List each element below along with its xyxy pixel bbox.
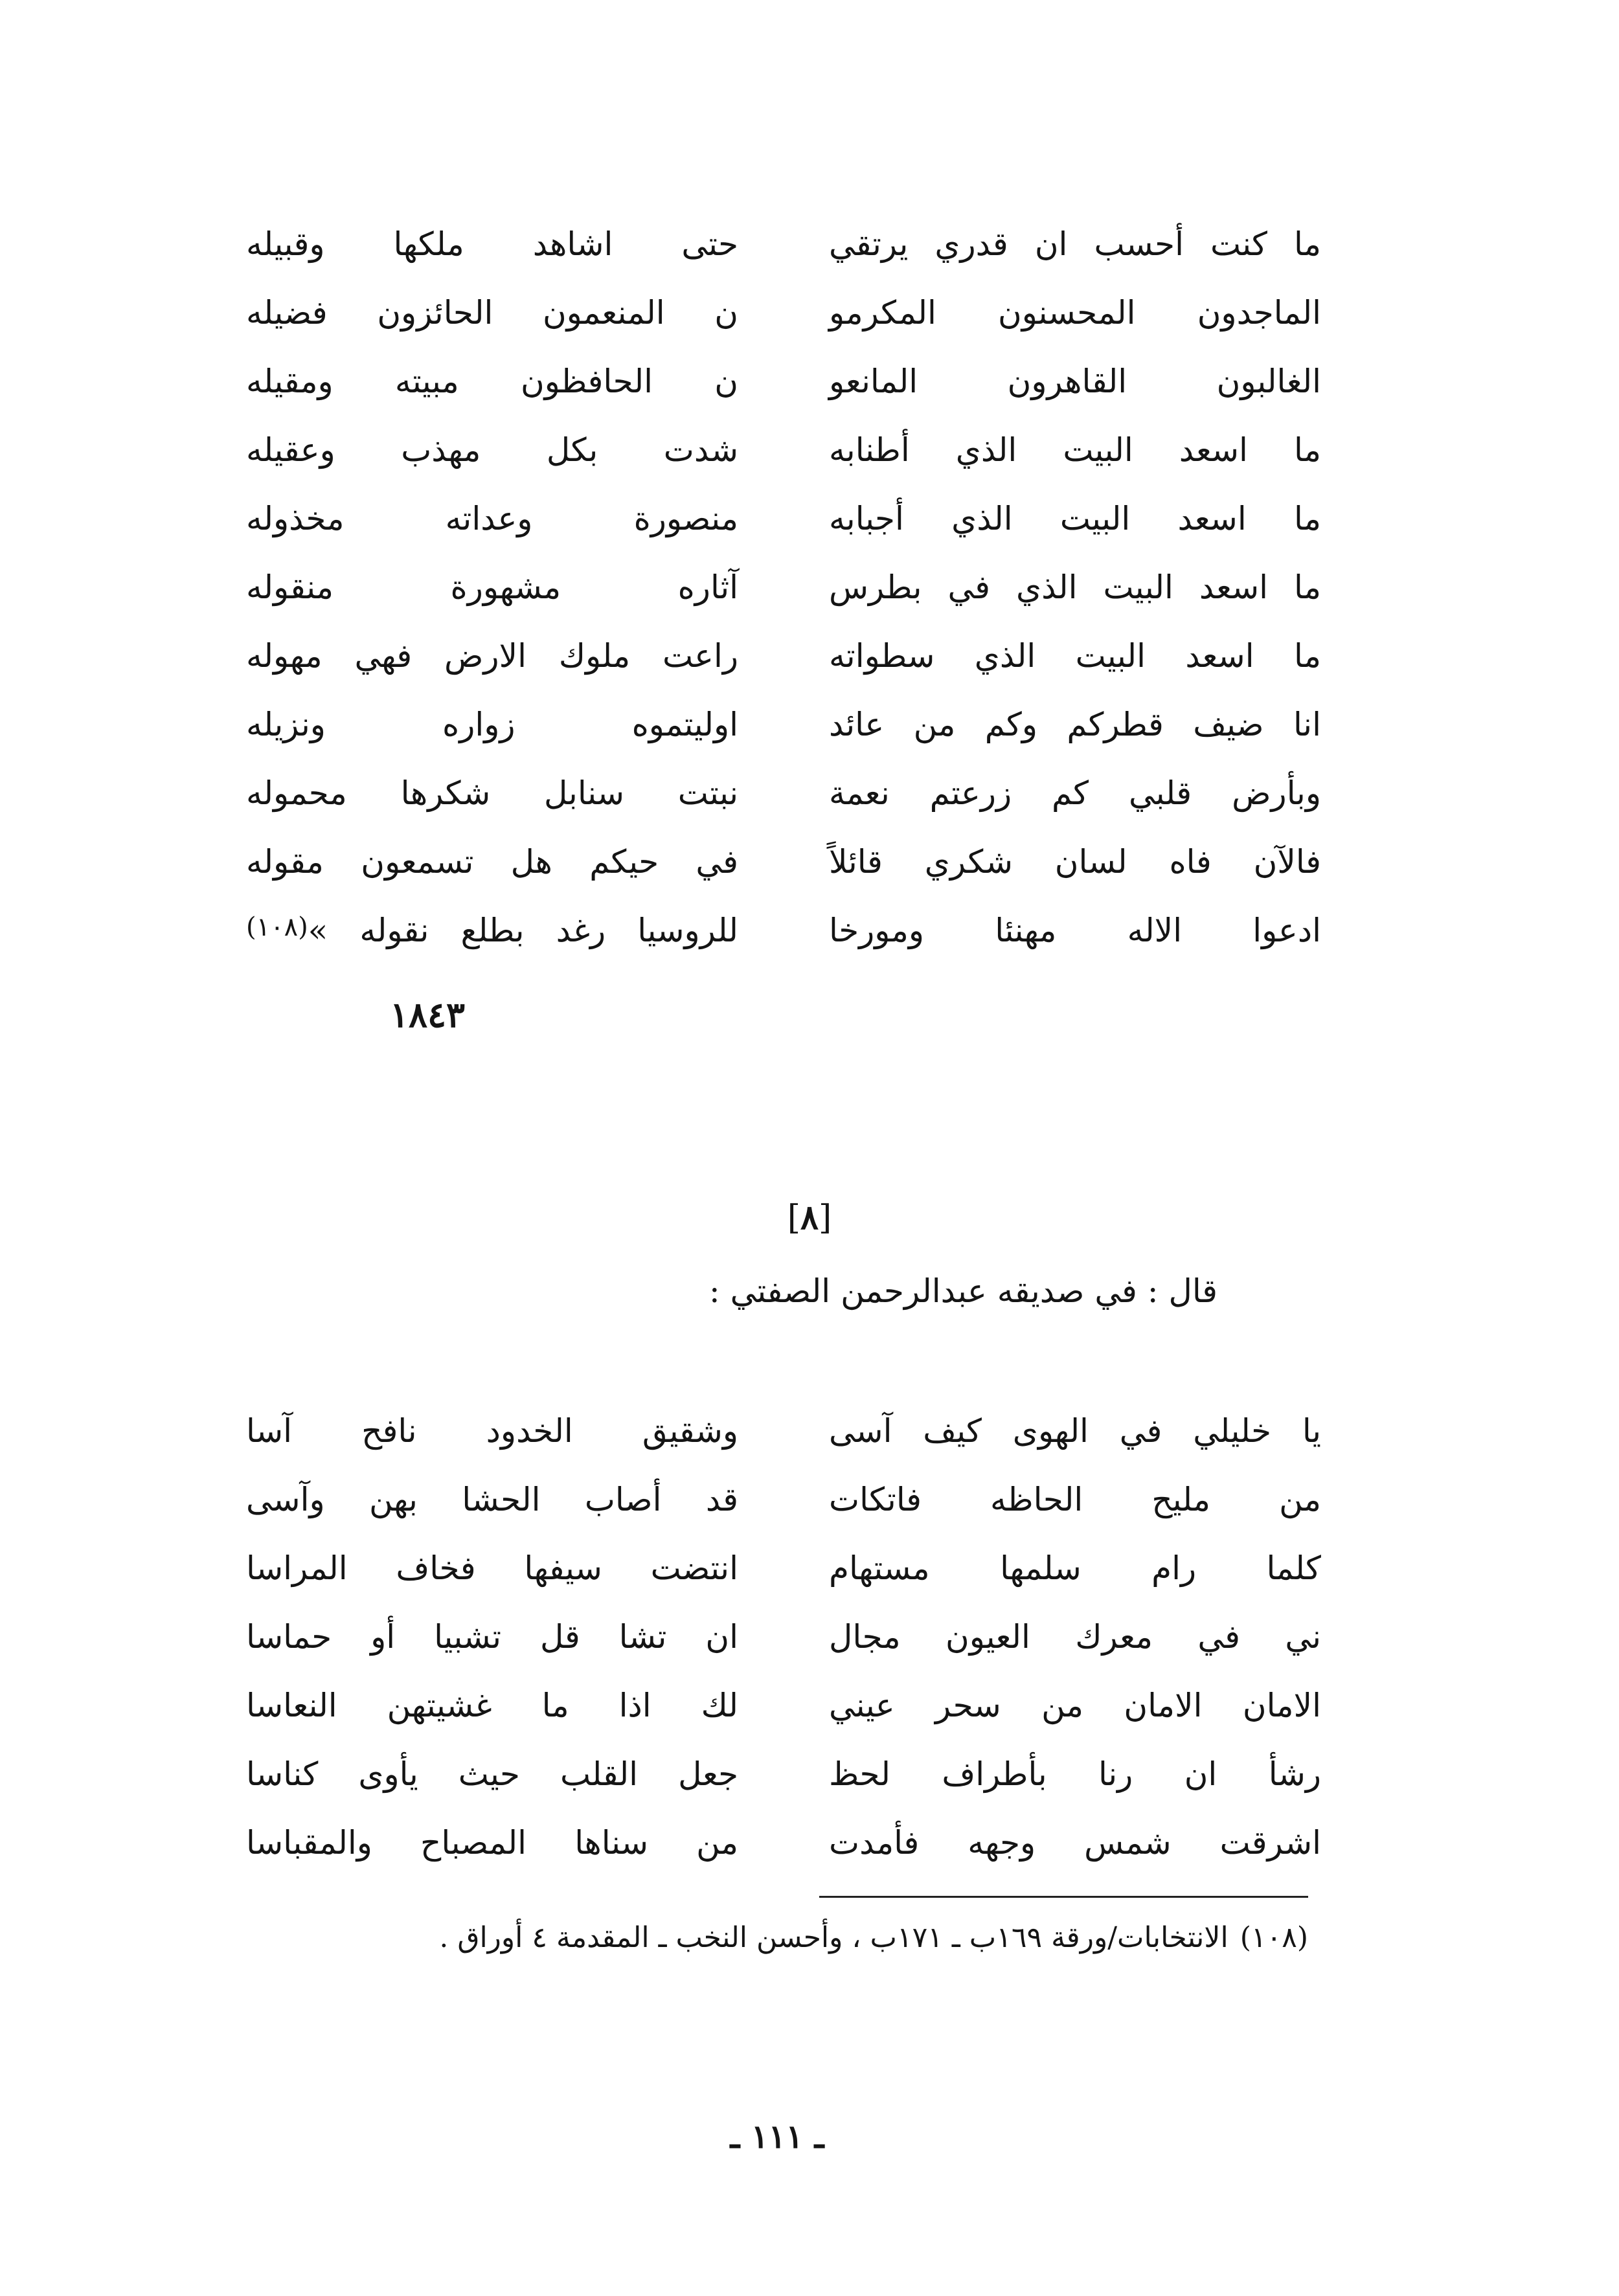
footnote bbox=[246, 1917, 1308, 1959]
verse-hemistich: وبأرض قلبي كم زرعتم نعمة bbox=[829, 774, 1321, 812]
verse-hemistich: رشأ ان رنا بأطراف لحظ bbox=[829, 1755, 1321, 1793]
poem-right-column bbox=[829, 1412, 1321, 1895]
verse-hemistich: يا خليلي في الهوى كيف آسى bbox=[829, 1412, 1321, 1450]
verse-hemistich: ن الحافظون مبيته ومقيله bbox=[246, 363, 738, 400]
verse-hemistich: ما اسعد البيت الذي أطنابه bbox=[829, 431, 1321, 469]
verse-text: للروسيا رغد بطلع نقوله » bbox=[308, 912, 738, 949]
footnote-text: الانتخابات/ورقة ١٦٩ب ـ ١٧١ب ، وأحسن النخب ـ المقدمة ٤ أوراق . bbox=[439, 1921, 1228, 1954]
verse-hemistich: حتى اشاهد ملكها وقبيله bbox=[246, 225, 738, 263]
verse-hemistich: انا ضيف قطركم وكم من عائد bbox=[829, 706, 1321, 743]
verse-hemistich: آثاره مشهورة منقوله bbox=[246, 568, 738, 606]
verse-hemistich-last bbox=[246, 914, 738, 947]
verse-hemistich: ادعوا الاله مهنئا ومورخا bbox=[829, 912, 1321, 949]
verse-hemistich: وشقيق الخدود نافح آسا bbox=[246, 1412, 738, 1450]
verse-hemistich: الامان الامان من سحر عيني bbox=[829, 1687, 1321, 1724]
poem-intro: قال : في صديقه عبدالرحمن الصفتي : bbox=[708, 1272, 1217, 1310]
poem-left-column bbox=[246, 225, 738, 983]
poem-continued bbox=[246, 225, 1321, 983]
verse-hemistich: منصورة وعداته مخذوله bbox=[246, 500, 738, 537]
verse-hemistich: نبتت سنابل شكرها محموله bbox=[246, 774, 738, 812]
verse-hemistich: ما اسعد البيت الذي في بطرس bbox=[829, 568, 1321, 606]
footnote-number: (١٠٨) bbox=[1240, 1921, 1308, 1954]
verse-hemistich: الغالبون القاهرون المانعو bbox=[829, 363, 1321, 400]
verse-hemistich: شدت بكل مهذب وعقيله bbox=[246, 431, 738, 469]
footnote-marker: (١٠٨) bbox=[246, 912, 308, 942]
poem-left-column bbox=[246, 1412, 738, 1895]
verse-hemistich: جعل القلب حيث يأوى كناسا bbox=[246, 1755, 738, 1793]
verse-hemistich: اوليتموه زواره ونزيله bbox=[246, 706, 738, 743]
verse-hemistich: لك اذا ما غشيتهن النعاسا bbox=[246, 1687, 738, 1724]
verse-hemistich: ما كنت أحسب ان قدري يرتقي bbox=[829, 225, 1321, 263]
verse-hemistich: كلما رام سلمها مستهام bbox=[829, 1549, 1321, 1587]
footnote-rule bbox=[819, 1896, 1308, 1898]
verse-hemistich: ني في معرك العيون مجال bbox=[829, 1618, 1321, 1656]
verse-hemistich: اشرقت شمس وجهه فأمدت bbox=[829, 1824, 1321, 1862]
verse-hemistich: ان تشا قل تشبيا أو حماسا bbox=[246, 1618, 738, 1656]
verse-hemistich: ما اسعد البيت الذي أجبابه bbox=[829, 500, 1321, 537]
verse-hemistich: فالآن فاه لسان شكري قائلاً bbox=[829, 843, 1321, 881]
poem-section-8 bbox=[246, 1412, 1321, 1895]
chronogram-year: ١٨٤٣ bbox=[389, 994, 465, 1035]
verse-hemistich: ما اسعد البيت الذي سطواته bbox=[829, 637, 1321, 675]
verse-hemistich: من سناها المصباح والمقباسا bbox=[246, 1824, 738, 1862]
section-number: [٨] bbox=[787, 1198, 832, 1237]
verse-hemistich: من مليح الحاظه فاتكات bbox=[829, 1481, 1321, 1518]
verse-hemistich: الماجدون المحسنون المكرمو bbox=[829, 294, 1321, 332]
verse-hemistich: راعت ملوك الارض فهي مهوله bbox=[246, 637, 738, 675]
verse-hemistich: انتضت سيفها فخاف المراسا bbox=[246, 1549, 738, 1587]
page-number: ـ ١١١ ـ bbox=[730, 2117, 824, 2155]
verse-hemistich: قد أصاب الحشا بهن وآسى bbox=[246, 1481, 738, 1518]
verse-hemistich: في حيكم هل تسمعون مقوله bbox=[246, 843, 738, 881]
verse-hemistich: ن المنعمون الحائزون فضيله bbox=[246, 294, 738, 332]
poem-right-column bbox=[829, 225, 1321, 983]
